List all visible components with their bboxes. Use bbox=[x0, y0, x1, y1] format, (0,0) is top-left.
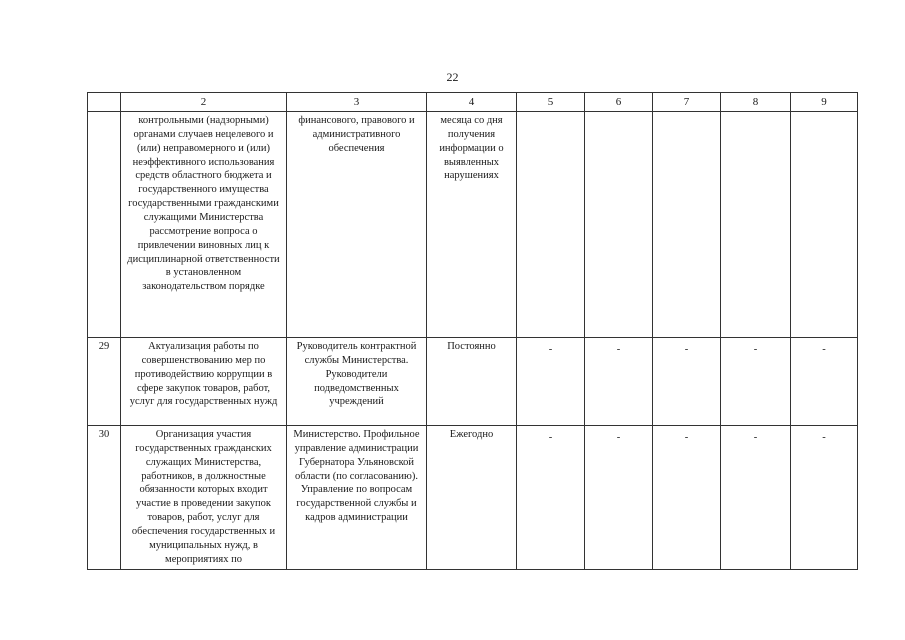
responsible-cell: Руководитель контрактной службы Министерства. Руководители подведомственных учреждений bbox=[287, 338, 427, 426]
term-cell: Постоянно bbox=[427, 338, 517, 426]
header-cell-1 bbox=[88, 93, 121, 112]
term-cell: месяца со дня получения информации о выявленных нарушениях bbox=[427, 112, 517, 338]
col9-cell: - bbox=[791, 338, 858, 426]
col6-cell: - bbox=[585, 426, 653, 570]
col8-cell bbox=[721, 112, 791, 338]
header-cell-6: 6 bbox=[585, 93, 653, 112]
col5-cell bbox=[517, 112, 585, 338]
col9-cell bbox=[791, 112, 858, 338]
header-cell-8: 8 bbox=[721, 93, 791, 112]
header-cell-3: 3 bbox=[287, 93, 427, 112]
col5-cell: - bbox=[517, 426, 585, 570]
measure-cell: Актуализация работы по совершенствованию мер по противодействию коррупции в сфере закупок товаров, работ, услуг для государственных нужд bbox=[121, 338, 287, 426]
col7-cell: - bbox=[653, 426, 721, 570]
col8-cell: - bbox=[721, 426, 791, 570]
col9-cell: - bbox=[791, 426, 858, 570]
col7-cell: - bbox=[653, 338, 721, 426]
table-row bbox=[88, 338, 858, 426]
header-cell-4: 4 bbox=[427, 93, 517, 112]
header-cell-9: 9 bbox=[791, 93, 858, 112]
measure-cell: контрольными (надзорными) органами случаев нецелевого и (или) неправомерного и (или) неэффективного использования средств областного бюджета и государственного имущества государственными гражданскими служащими Министерства рассмотрение вопроса о привлечении виновных лиц к дисциплинарной ответственности в установленном законодательством порядке bbox=[121, 112, 287, 338]
row-number: 29 bbox=[88, 338, 121, 426]
col6-cell: - bbox=[585, 338, 653, 426]
page-number: 22 bbox=[446, 70, 459, 84]
plan-table bbox=[87, 92, 858, 570]
header-cell-7: 7 bbox=[653, 93, 721, 112]
responsible-cell: финансового, правового и административного обеспечения bbox=[287, 112, 427, 338]
header-cell-5: 5 bbox=[517, 93, 585, 112]
col6-cell bbox=[585, 112, 653, 338]
term-cell: Ежегодно bbox=[427, 426, 517, 570]
row-number bbox=[88, 112, 121, 338]
header-cell-2: 2 bbox=[121, 93, 287, 112]
table-header-row bbox=[88, 93, 858, 112]
col8-cell: - bbox=[721, 338, 791, 426]
col5-cell: - bbox=[517, 338, 585, 426]
responsible-cell: Министерство. Профильное управление администрации Губернатора Ульяновской области (по согласованию). Управление по вопросам государственной службы и кадров администрации bbox=[287, 426, 427, 570]
col7-cell bbox=[653, 112, 721, 338]
measure-cell: Организация участия государственных гражданских служащих Министерства, работников, в должностные обязанности которых входит участие в проведении закупок товаров, работ, услуг для обеспечения государственных и муниципальных нужд, в мероприятиях по bbox=[121, 426, 287, 570]
table-row bbox=[88, 112, 858, 338]
row-number: 30 bbox=[88, 426, 121, 570]
table-row bbox=[88, 426, 858, 570]
